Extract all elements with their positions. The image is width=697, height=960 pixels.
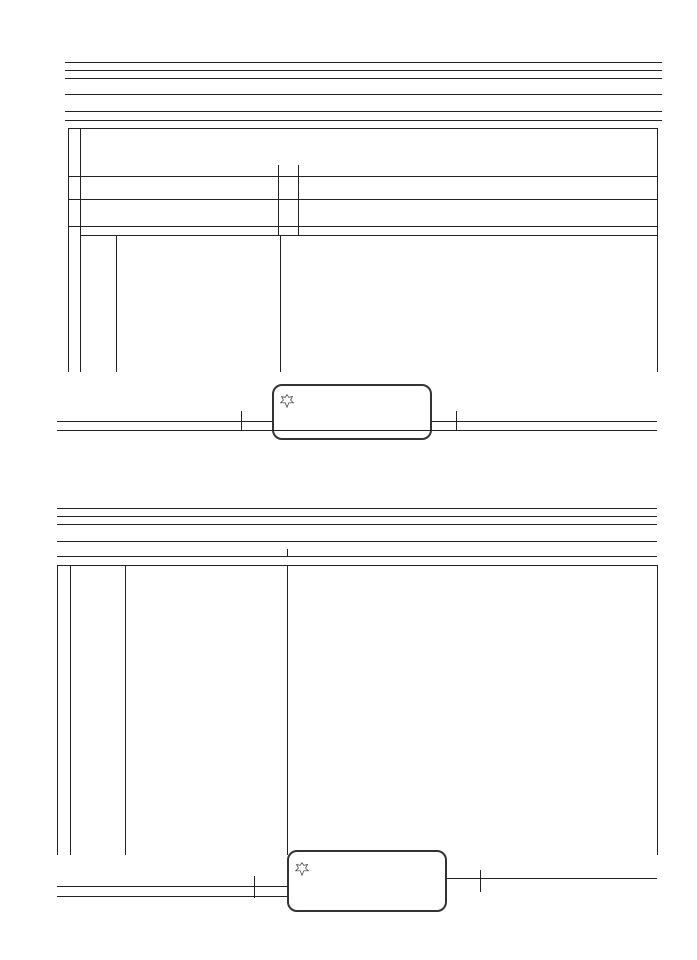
- eagle-emblem: [278, 392, 296, 410]
- signature-stamp: [272, 384, 432, 440]
- eagle-emblem-2: [293, 860, 311, 878]
- signature-stamp-2: [287, 850, 447, 912]
